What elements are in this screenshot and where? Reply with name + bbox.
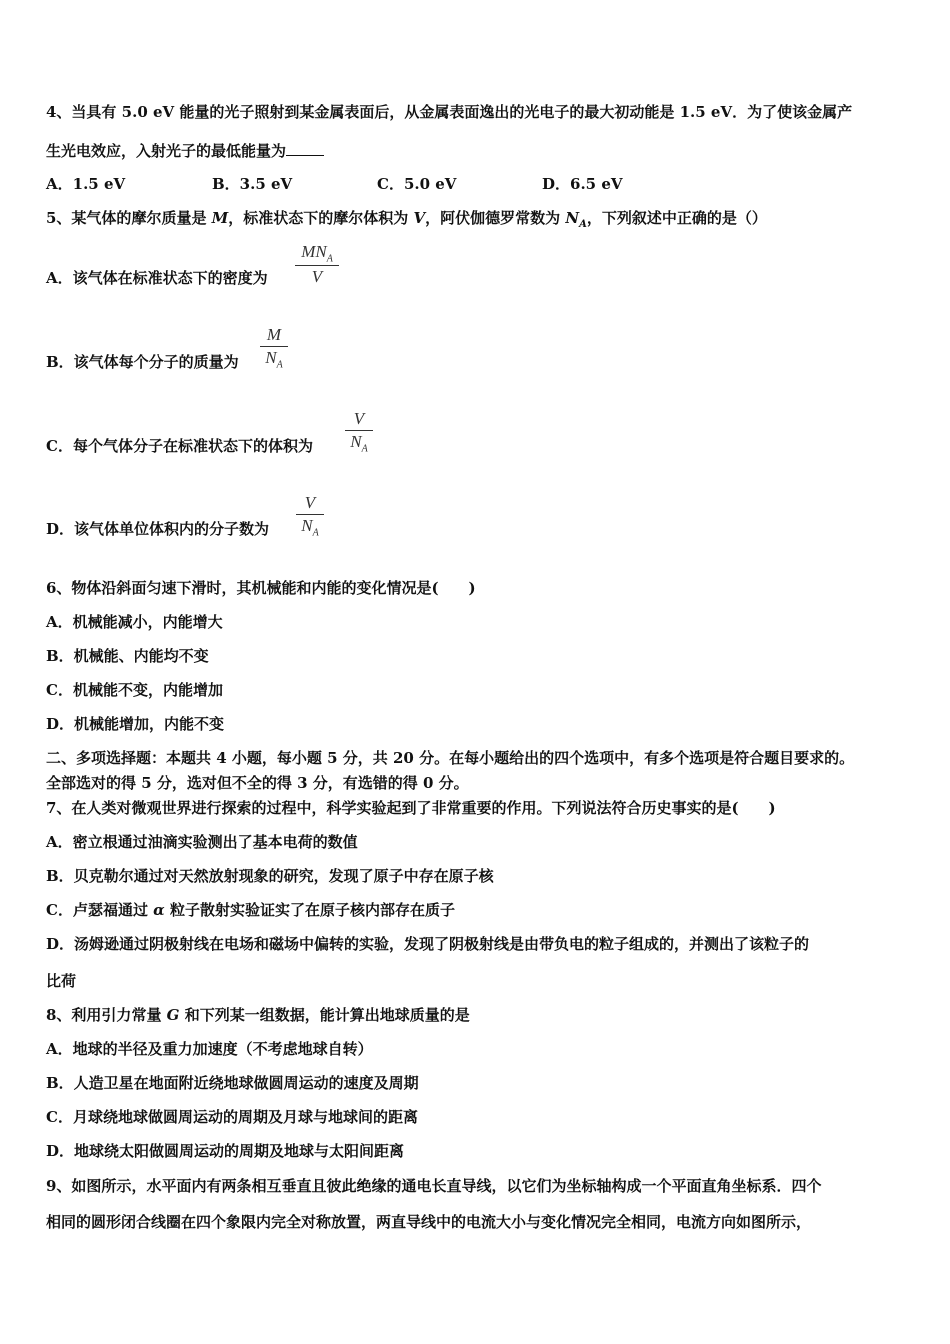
q4-stem-line2 [46, 139, 324, 161]
q5-stem-part: ，下列叙述中正确的是（） [586, 209, 767, 227]
q5-option-d: D．该气体单位体积内的分子数为 [46, 520, 270, 538]
q9-stem-line1: 9、如图所示，水平面内有两条相互垂直且彼此绝缘的通电长直导线，以它们为坐标轴构成一个平面直角坐标系．四个 [46, 1177, 822, 1195]
fraction-numerator: M [266, 325, 282, 344]
var-n-subscript: A [579, 219, 587, 230]
alpha-symbol: α [153, 901, 165, 919]
q8-stem [46, 1005, 470, 1025]
q7-stem: 7、在人类对微观世界进行探索的过程中，科学实验起到了非常重要的作用。下列说法符合历史事实的是( ) [46, 799, 776, 817]
fraction-denominator: N [350, 432, 362, 451]
q6-option-b: B．机械能、内能均不变 [46, 647, 209, 665]
q8-option-a: A．地球的半径及重力加速度（不考虑地球自转） [46, 1040, 373, 1058]
fraction-subscript: A [326, 253, 333, 265]
section2-heading-line1: 二、多项选择题：本题共 4 小题，每小题 5 分，共 20 分。在每小题给出的四个选项中，有多个选项是符合题目要求的。 [46, 749, 855, 767]
fraction-subscript: A [276, 359, 283, 371]
q6-option-a: A．机械能减小，内能增大 [46, 613, 223, 631]
var-v: V [413, 209, 426, 227]
answer-blank [286, 139, 324, 156]
q5-option-c-fraction [345, 409, 373, 454]
var-m: M [211, 209, 229, 227]
q6-option-d: D．机械能增加，内能不变 [46, 715, 225, 733]
q7-option-d-line2: 比荷 [46, 972, 77, 990]
fraction-subscript: A [361, 443, 368, 455]
q4-option-a: A．1.5 eV [46, 175, 126, 193]
q5-stem-part: ，阿伏伽德罗常数为 [425, 209, 566, 227]
q6-stem: 6、物体沿斜面匀速下滑时，其机械能和内能的变化情况是( ) [46, 579, 476, 597]
q5-stem-part: 5、某气体的摩尔质量是 [46, 209, 212, 227]
q8-stem-part: 和下列某一组数据，能计算出地球质量的是 [179, 1006, 470, 1024]
fraction-subscript: A [312, 527, 319, 539]
q4-stem-text: 生光电效应，入射光子的最低能量为 [46, 142, 287, 160]
var-g: G [166, 1006, 180, 1024]
fraction-denominator: N [265, 348, 277, 367]
fraction-denominator: N [301, 516, 313, 535]
fraction-numerator: V [304, 493, 316, 512]
q7-option-d-line1: D．汤姆逊通过阴极射线在电场和磁场中偏转的实验，发现了阴极射线是由带负电的粒子组成的，并测出了该粒子的 [46, 935, 810, 953]
q6-option-c: C．机械能不变，内能增加 [46, 681, 223, 699]
var-n: N [565, 209, 580, 227]
q8-stem-part: 8、利用引力常量 [46, 1006, 167, 1024]
q8-option-c: C．月球绕地球做圆周运动的周期及月球与地球间的距离 [46, 1108, 418, 1126]
q9-stem-line2: 相同的圆形闭合线圈在四个象限内完全对称放置，两直导线中的电流大小与变化情况完全相同，电流方向如图所示， [46, 1213, 812, 1231]
q5-stem-part: ，标准状态下的摩尔体积为 [228, 209, 414, 227]
q4-stem-line1: 4、当具有 5.0 eV 能量的光子照射到某金属表面后，从金属表面逸出的光电子的最大初动能是 1.5 eV．为了使该金属产 [46, 103, 853, 121]
q5-option-d-fraction [296, 493, 324, 538]
q5-option-a: A．该气体在标准状态下的密度为 [46, 269, 268, 287]
fraction-numerator: V [353, 409, 365, 428]
q4-option-c: C．5.0 eV [377, 175, 457, 193]
q7-option-c-part: C．卢瑟福通过 [46, 901, 154, 919]
q5-option-b: B．该气体每个分子的质量为 [46, 353, 239, 371]
fraction-denominator: V [311, 267, 323, 287]
q7-option-b: B．贝克勒尔通过对天然放射现象的研究，发现了原子中存在原子核 [46, 867, 494, 885]
q8-option-d: D．地球绕太阳做圆周运动的周期及地球与太阳间距离 [46, 1142, 405, 1160]
q5-option-a-fraction [295, 242, 339, 287]
q4-option-d: D．6.5 eV [542, 175, 623, 193]
q5-stem [46, 208, 767, 235]
section2-heading-line2: 全部选对的得 5 分，选对但不全的得 3 分，有选错的得 0 分。 [46, 774, 469, 792]
q5-option-c: C．每个气体分子在标准状态下的体积为 [46, 437, 313, 455]
q4-option-b: B．3.5 eV [212, 175, 293, 193]
q7-option-c [46, 900, 455, 920]
q5-option-b-fraction [260, 325, 288, 370]
q7-option-a: A．密立根通过油滴实验测出了基本电荷的数值 [46, 833, 358, 851]
q7-option-c-part: 粒子散射实验证实了在原子核内部存在质子 [164, 901, 455, 919]
fraction-numerator: MN [301, 242, 327, 261]
q8-option-b: B．人造卫星在地面附近绕地球做圆周运动的速度及周期 [46, 1074, 419, 1092]
